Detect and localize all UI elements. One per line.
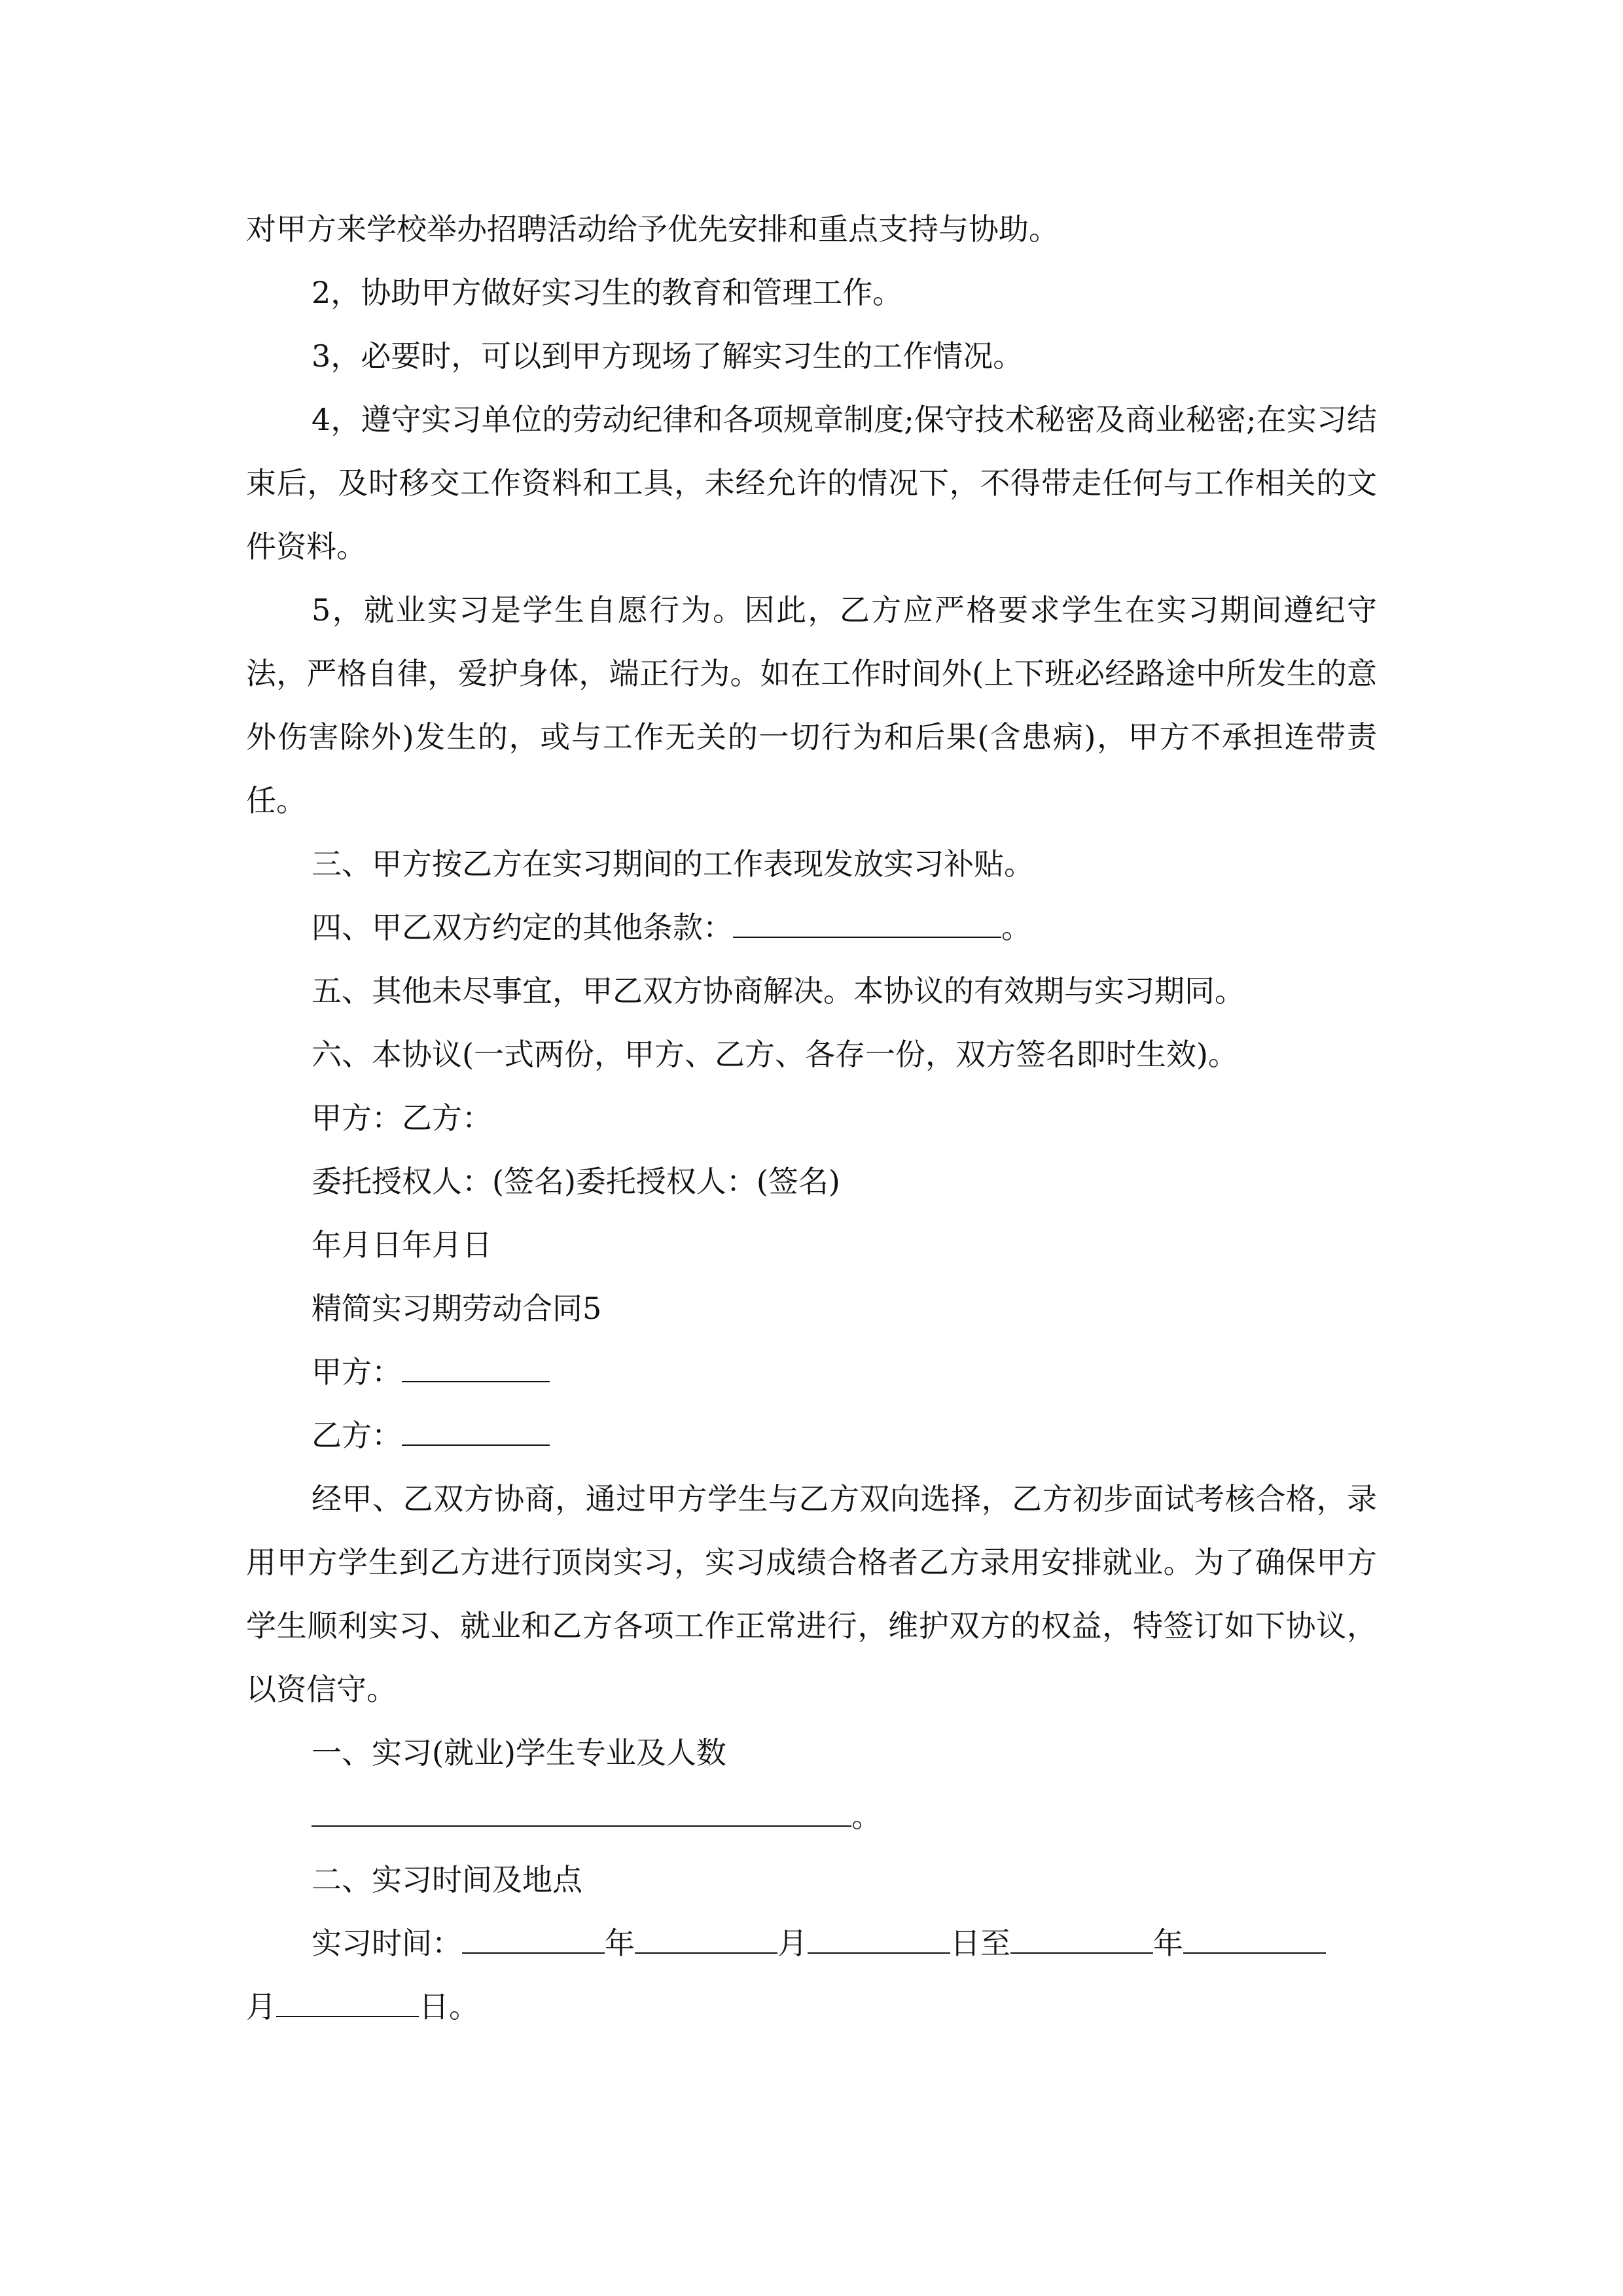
internship-period-line — [246, 1912, 1377, 1975]
party-b-line — [246, 1404, 1377, 1467]
end-day-blank[interactable] — [276, 1991, 419, 2017]
major-headcount-end: 。 — [851, 1799, 882, 1834]
party-b-blank[interactable] — [402, 1420, 550, 1446]
party-a-line — [246, 1340, 1377, 1404]
section-four-end: 。 — [1001, 910, 1031, 945]
start-year-label: 年 — [605, 1926, 635, 1961]
section-five: 五、其他未尽事宜，甲乙双方协商解决。本协议的有效期与实习期同。 — [312, 973, 1245, 1009]
start-month-blank[interactable] — [635, 1928, 777, 1954]
start-day-label: 日至 — [950, 1926, 1010, 1961]
preamble-paragraph: 经甲、乙双方协商，通过甲方学生与乙方双向选择，乙方初步面试考核合格，录用甲方学生到乙方进行顶岗实习，实习成绩合格者乙方录用安排就业。为了确保甲方学生顺利实习、就业和乙方各项工作正常进行，维护双方的权益，特签订如下协议，以资信守。 — [246, 1481, 1377, 1707]
clause-item-2: 2，协助甲方做好实习生的教育和管理工作。 — [312, 275, 903, 310]
section-four-label: 四、甲乙双方约定的其他条款： — [312, 910, 733, 945]
section-two-heading: 二、实习时间及地点 — [312, 1862, 582, 1897]
end-day-label: 日。 — [419, 1989, 479, 2024]
clause-item-5: 5，就业实习是学生自愿行为。因此，乙方应严格要求学生在实习期间遵纪守法，严格自律，爱护身体，端正行为。如在工作时间外(上下班必经路途中所发生的意外伤害除外)发生的，或与工作无关的一切行为和后果(含患病)，甲方不承担连带责任。 — [246, 592, 1377, 818]
end-month-blank[interactable] — [1183, 1928, 1326, 1954]
authorized-signatories-line: 委托授权人：(签名)委托授权人：(签名) — [312, 1164, 840, 1199]
contract-title: 精简实习期劳动合同5 — [312, 1291, 602, 1326]
internship-period-line-continued — [246, 1975, 1377, 2039]
clause-item-4: 4，遵守实习单位的劳动纪律和各项规章制度;保守技术秘密及商业秘密;在实习结束后，及时移交工作资料和工具，未经允许的情况下，不得带走任何与工作相关的文件资料。 — [246, 402, 1377, 564]
major-headcount-line — [246, 1785, 1377, 1848]
end-year-blank[interactable] — [1010, 1928, 1153, 1954]
end-month-label: 月 — [246, 1989, 276, 2024]
internship-period-label: 实习时间： — [312, 1926, 462, 1961]
party-a-blank[interactable] — [402, 1356, 550, 1382]
section-three: 三、甲方按乙方在实习期间的工作表现发放实习补贴。 — [312, 846, 1034, 882]
other-terms-blank[interactable] — [733, 912, 1001, 938]
party-a-label: 甲方： — [312, 1354, 402, 1390]
start-month-label: 月 — [777, 1926, 808, 1961]
paragraph-continuation: 对甲方来学校举办招聘活动给予优先安排和重点支持与协助。 — [246, 211, 1059, 247]
start-day-blank[interactable] — [808, 1928, 950, 1954]
parties-line: 甲方：乙方： — [312, 1100, 492, 1136]
section-four — [246, 896, 1377, 960]
party-b-label: 乙方： — [312, 1418, 402, 1453]
document-body — [246, 198, 1377, 2039]
section-six: 六、本协议(一式两份，甲方、乙方、各存一份，双方签名即时生效)。 — [312, 1037, 1238, 1072]
clause-item-3: 3，必要时，可以到甲方现场了解实习生的工作情况。 — [312, 338, 1024, 374]
end-year-label: 年 — [1153, 1926, 1183, 1961]
section-one-heading: 一、实习(就业)学生专业及人数 — [312, 1735, 726, 1770]
start-year-blank[interactable] — [462, 1928, 605, 1954]
major-headcount-blank[interactable] — [312, 1801, 851, 1827]
date-line: 年月日年月日 — [312, 1227, 492, 1263]
